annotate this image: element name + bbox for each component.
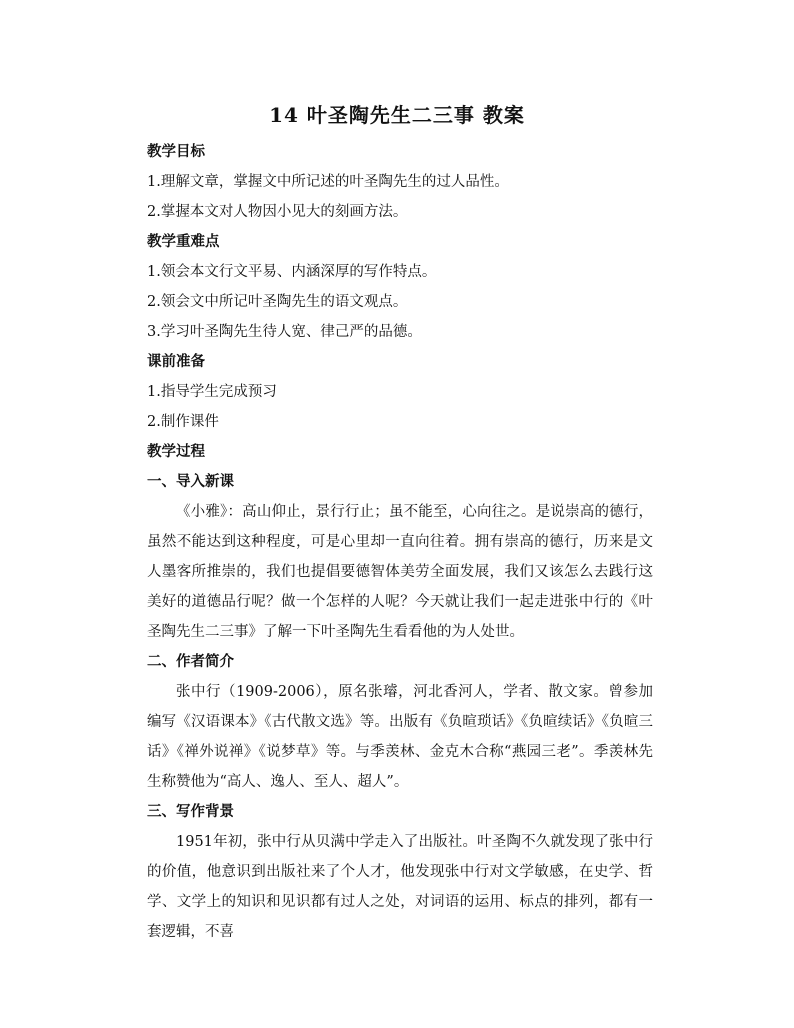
key-points-heading: 教学重难点: [147, 233, 220, 250]
section-text-author: 张中行（1909-2006），原名张璿，河北香河人，学者、散文家。曾参加编写《汉语课本》《古代散文选》等。出版有《负暄琐话》《负暄续话》《负暄三话》《禅外说禅》《说梦草》等。与季羡林、金克木合称“燕园三老”。季羡林先生称赞他为“高人、逸人、至人、超人”。: [147, 684, 653, 790]
key-point-item: 2.领会文中所记叶圣陶先生的语文观点。: [147, 294, 408, 310]
prep-item: 1.指导学生完成预习: [147, 384, 277, 400]
objectives-heading: 教学目标: [147, 143, 205, 160]
document-title: 14 叶圣陶先生二三事 教案: [269, 103, 525, 127]
process-heading: 教学过程: [147, 443, 205, 460]
document-body: [147, 137, 653, 947]
key-point-item: 3.学习叶圣陶先生待人宽、律己严的品德。: [147, 324, 422, 340]
section-heading-intro: 一、导入新课: [147, 473, 234, 490]
objective-item: 2.掌握本文对人物因小见大的刻画方法。: [147, 204, 408, 220]
section-heading-background: 三、写作背景: [147, 803, 234, 820]
prep-item: 2.制作课件: [147, 414, 219, 430]
section-text-background: 1951年初，张中行从贝满中学走入了出版社。叶圣陶不久就发现了张中行的价值，他意识到出版社来了个人才，他发现张中行对文学敏感，在史学、哲学、文学上的知识和见识都有过人之处，对词语的运用、标点的排列，都有一套逻辑，不喜: [147, 834, 653, 940]
section-text-intro: 《小雅》：高山仰止，景行行止；虽不能至，心向往之。是说崇高的德行，虽然不能达到这种程度，可是心里却一直向往着。拥有崇高的德行，历来是文人墨客所推崇的，我们也提倡要德智体美劳全面发展，我们又该怎么去践行这美好的道德品行呢？做一个怎样的人呢？今天就让我们一起走进张中行的《叶圣陶先生二三事》了解一下叶圣陶先生看看他的为人处世。: [147, 504, 653, 640]
section-heading-author: 二、作者简介: [147, 653, 234, 670]
key-point-item: 1.领会本文行文平易、内涵深厚的写作特点。: [147, 264, 437, 280]
objective-item: 1.理解文章，掌握文中所记述的叶圣陶先生的过人品性。: [147, 174, 509, 190]
prep-heading: 课前准备: [147, 353, 205, 370]
